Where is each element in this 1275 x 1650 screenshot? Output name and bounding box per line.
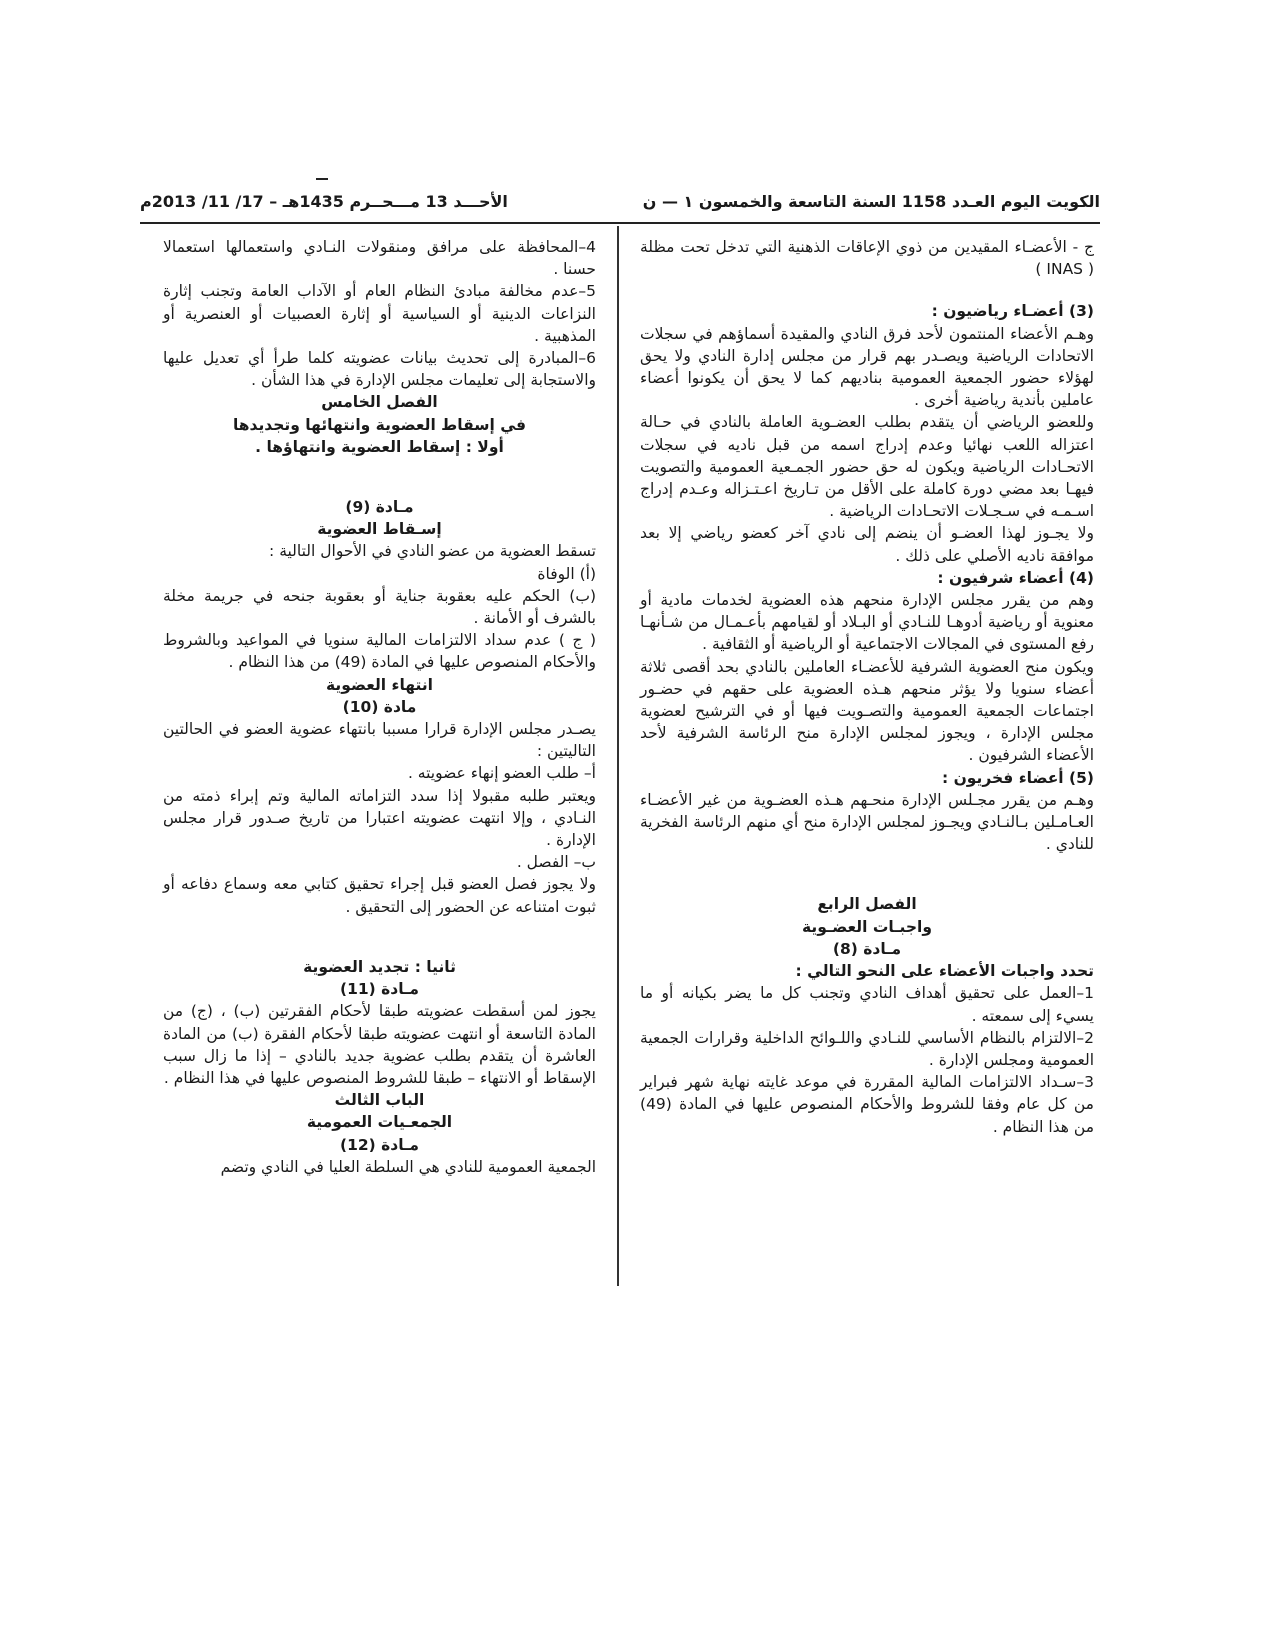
paragraph: 1–العمل على تحقيق أهداف النادي وتجنب كل ما يضر بكيانه أو ما يسيء إلى سمعته . — [640, 984, 1094, 1025]
heading: أولا : إسقاط العضوية وانتهاؤها . — [255, 437, 504, 456]
page-header — [140, 192, 1100, 218]
column-divider — [617, 226, 619, 1286]
paragraph: ج - الأعضـاء المقيدين من ذوي الإعاقات الذهنية التي تدخل تحت مظلة ( INAS ) — [640, 238, 1094, 279]
paragraph: وهـم الأعضاء المنتمون لأحد فرق النادي والمقيدة أسماؤهم في سجلات الاتحادات الرياضية ويصـدر بهم قرار من مجلس إدارة النادي ولا يحق لهؤلاء حضور الجمعية العمومية بناديهم كما لا يحق أن يكونوا أعضاء عاملين بأندية رياضية أخرى . — [640, 324, 1094, 410]
paragraph: 2–الالتزام بالنظام الأساسي للنـادي واللـوائح الداخلية وقرارات الجمعية العمومية ومجلس الإدارة . — [640, 1028, 1094, 1069]
paragraph: وهـم من يقرر مجـلس الإدارة منحـهم هـذه العضـوية من غير الأعضـاء العـامـلين بـالنـادي ويجـوز لمجلس الإدارة منح أي منهم الرئاسة الفخرية للنادي . — [640, 790, 1094, 854]
paragraph: ولا يجوز فصل العضو قبل إجراء تحقيق كتابي معه وسماع دفاعه أو ثبوت امتناعه عن الحضور إلى التحقيق . — [163, 875, 596, 916]
paragraph: ب– الفصل . — [516, 853, 596, 872]
paragraph: تسقط العضوية من عضو النادي في الأحوال التالية : — [269, 542, 596, 561]
paragraph: يجوز لمن أسقطت عضويته طبقا لأحكام الفقرتين (ب) ، (ج) من المادة التاسعة أو انتهت عضويته طبقا لأحكام الفقرة (ب) من المادة العاشرة أن يتقدم بطلب عضوية جديد بالنادي – إذا ما زال سبب الإسقاط أو الانتهاء – طبقا للشروط المنصوص عليها في هذا النظام . — [163, 1002, 596, 1087]
paragraph: وهم من يقرر مجلس الإدارة منحهم هذه العضوية لخدمات مادية أو معنوية أو رياضية أدوهـا للنـادي أو البـلاد أو لقيامهم بأعـمـال من شـأنهـا رفع المستوى في المجالات الاجتماعية أو الرياضية أو الثقافية . — [640, 591, 1094, 654]
spacer — [640, 855, 1094, 893]
paragraph: ( ج ) عدم سداد الالتزامات المالية سنويا في المواعيد وبالشروط والأحكام المنصوص عليها في المادة (49) من هذا النظام . — [163, 631, 596, 672]
paragraph: أ– طلب العضو إنهاء عضويته . — [407, 764, 596, 783]
right-column — [640, 236, 1094, 1138]
paragraph: 4–المحافظة على مرافق ومنقولات النـادي واستعمالها استعمالا حسنا . — [163, 238, 596, 279]
heading: في إسقاط العضوية وانتهائها وتجديدها — [232, 415, 527, 434]
heading: مادة (10) — [342, 697, 417, 716]
heading: انتهاء العضوية — [326, 675, 433, 694]
heading: الفصل الرابع — [817, 895, 917, 914]
heading: مـادة (9) — [345, 498, 414, 517]
left-column — [163, 236, 596, 1178]
heading: (5) أعضاء فخريون : — [941, 768, 1094, 787]
heading: تحدد واجبات الأعضاء على النحو التالي : — [795, 962, 1094, 981]
paragraph: (أ) الوفاة — [537, 564, 596, 583]
heading: مـادة (8) — [832, 939, 902, 958]
heading: (4) أعضاء شرفيون : — [937, 568, 1094, 587]
paragraph: الجمعية العمومية للنادي هي السلطة العليا في النادي وتضم — [220, 1157, 596, 1176]
heading: (3) أعضـاء رياضيون : — [931, 302, 1094, 321]
paragraph: وللعضو الرياضي أن يتقدم بطلب العضـوية العاملة بالنادي في حـالة اعتزاله اللعب نهائيا وعدم إدراج اسمه من قبل ناديه في سجلات الاتحـادات الرياضية ويكون له حق حضور الجمـعية العمومية والتصويت فيهـا بعد مضي دورة كاملة على الأقل من تـاريخ اعـتـزاله وعـدم إدراج اسـمـه في سـجـلات الاتحـادات الرياضية . — [640, 413, 1094, 521]
spacer — [163, 458, 596, 496]
paragraph: يصـدر مجلس الإدارة قرارا مسببا بانتهاء عضوية العضو في الحالتين التاليتين : — [163, 720, 596, 761]
heading: الباب الثالث — [334, 1091, 425, 1110]
paragraph: ويعتبر طلبه مقبولا إذا سدد التزاماته المالية وتم إبراء ذمته من النـادي ، وإلا انتهت عضويته اعتبارا من تاريخ صـدور قرار مجلس الإدارة . — [163, 786, 596, 850]
paragraph: ويكون منح العضوية الشرفية للأعضـاء العاملين بالنادي بحد أقصى ثلاثة أعضاء سنويا ولا يؤثر منحهم هـذه العضوية على حقهم في حضـور اجتماعات الجمعية العمومية والتصـويت فيها أو في الترشيح لعضوية مجلس الإدارة ، ويجوز لمجلس الإدارة منح الرئاسة الشرفية لأحد الأعضاء الشرفيون . — [640, 657, 1094, 765]
heading: واجبـات العضـوية — [802, 917, 932, 936]
paragraph: 6–المبادرة إلى تحديث بيانات عضويته كلما طرأ أي تعديل عليها والاستجابة إلى تعليمات مجلس الإدارة في هذا الشأن . — [163, 349, 596, 390]
paragraph: (ب) الحكم عليه بعقوبة جناية أو بعقوبة جنحه في جريمة مخلة بالشرف أو الأمانة . — [163, 586, 596, 628]
header-mark — [316, 178, 328, 180]
heading: مـادة (12) — [340, 1135, 419, 1154]
heading: مـادة (11) — [340, 980, 419, 999]
paragraph: 3–سـداد الالتزامات المالية المقررة في موعد غايته نهاية شهر فبراير من كل عام وفقا للشروط والأحكام المنصوص عليها في المادة (49) من هذا النظام . — [640, 1073, 1094, 1136]
spacer — [163, 918, 596, 956]
spacer — [640, 280, 1094, 300]
heading: إسـقاط العضوية — [317, 520, 442, 539]
paragraph: 5–عدم مخالفة مبادئ النظام العام أو الآداب العامة وتجنب إثارة النزاعات الدينية أو السياسية أو إثارة العصبيات أو العنصرية أو المذهبية . — [163, 282, 596, 345]
heading: ثانيا : تجديد العضوية — [303, 957, 456, 976]
header-date: الأحـــد 13 مـــحــرم 1435هـ – 17/ 11/ 2013م — [140, 192, 508, 211]
header-rule — [140, 222, 1100, 224]
paragraph: ولا يجـوز لهذا العضـو أن ينضم إلى نادي آخر كعضو رياضي إلا بعد موافقة ناديه الأصلي على ذلك . — [640, 524, 1094, 565]
header-publication: الكويت اليوم العـدد 1158 السنة التاسعة والخمسون ١ — ن — [642, 192, 1100, 211]
heading: الجمعـيات العمومية — [306, 1113, 453, 1132]
heading: الفصل الخامس — [321, 393, 438, 412]
